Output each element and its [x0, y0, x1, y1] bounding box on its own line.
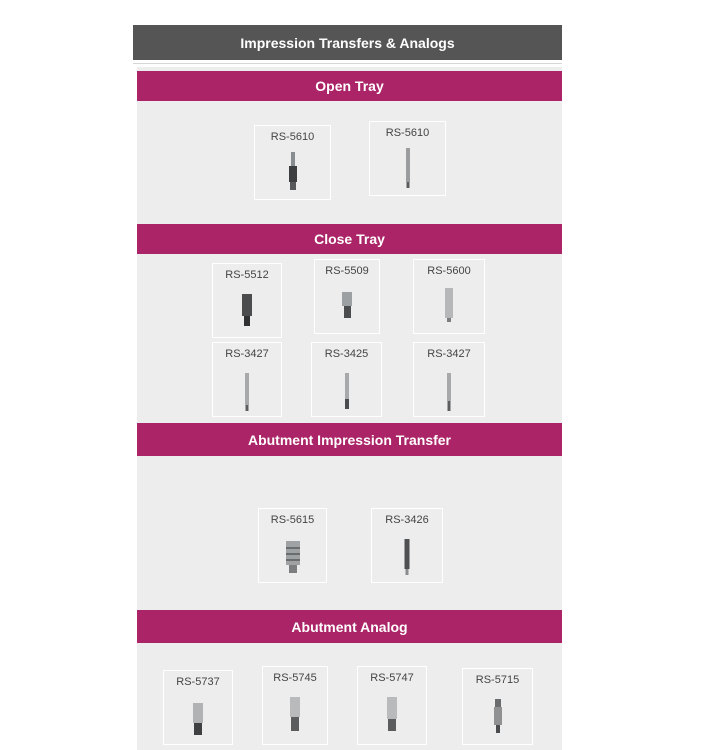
slim-pin-icon [343, 373, 351, 409]
product-code: RS-5715 [475, 674, 520, 686]
product-card-rs-3425[interactable] [311, 342, 382, 417]
section-header-abutment-analog: Abutment Analog [137, 610, 562, 643]
product-code: RS-5512 [225, 269, 269, 281]
light-transfer-icon [443, 288, 455, 322]
short-transfer-icon [340, 292, 354, 322]
product-card-rs-5610[interactable] [254, 125, 331, 200]
product-code: RS-3425 [324, 348, 369, 360]
product-code: RS-3426 [385, 514, 429, 526]
slim-pin-icon [403, 539, 411, 575]
product-card-rs-5747[interactable] [357, 666, 427, 745]
products-panel [133, 25, 562, 750]
product-card-rs-5715[interactable] [462, 668, 533, 745]
content-area [137, 67, 562, 750]
analog-icon [288, 697, 302, 731]
product-code: RS-3427 [225, 348, 269, 360]
product-card-rs-5600[interactable] [413, 259, 485, 334]
product-code: RS-5737 [176, 676, 220, 688]
dark-transfer-icon [286, 152, 300, 192]
product-card-rs-3427[interactable] [212, 342, 282, 417]
analog-icon [385, 697, 399, 731]
product-card-rs-5509[interactable] [314, 259, 380, 334]
product-card-rs-3426[interactable] [371, 508, 443, 583]
slim-pin-icon [445, 373, 453, 411]
product-code: RS-3427 [427, 348, 471, 360]
product-card-rs-5610[interactable] [369, 121, 446, 196]
product-code: RS-5745 [273, 672, 317, 684]
product-code: RS-5615 [270, 514, 315, 526]
product-code: RS-5600 [427, 265, 471, 277]
product-code: RS-5509 [325, 265, 369, 277]
analog-icon [492, 699, 504, 733]
analog-icon [191, 703, 205, 735]
product-code: RS-5610 [270, 131, 315, 143]
product-code: RS-5610 [385, 127, 430, 139]
product-code: RS-5747 [370, 672, 414, 684]
product-card-rs-5615[interactable] [258, 508, 327, 583]
slim-pin-icon [243, 373, 251, 411]
section-header-abutment-impression-transfer: Abutment Impression Transfer [137, 423, 562, 456]
section-header-open-tray: Open Tray [137, 71, 562, 101]
slim-pin-icon [403, 148, 413, 188]
product-card-rs-3427[interactable] [413, 342, 485, 417]
header-divider [133, 63, 562, 64]
dark-transfer-icon [240, 294, 254, 328]
product-card-rs-5745[interactable] [262, 666, 328, 745]
product-card-rs-5512[interactable] [212, 263, 282, 338]
grooved-transfer-icon [284, 541, 302, 573]
page-title: Impression Transfers & Analogs [133, 25, 562, 60]
product-card-rs-5737[interactable] [163, 670, 233, 745]
section-header-close-tray: Close Tray [137, 224, 562, 254]
